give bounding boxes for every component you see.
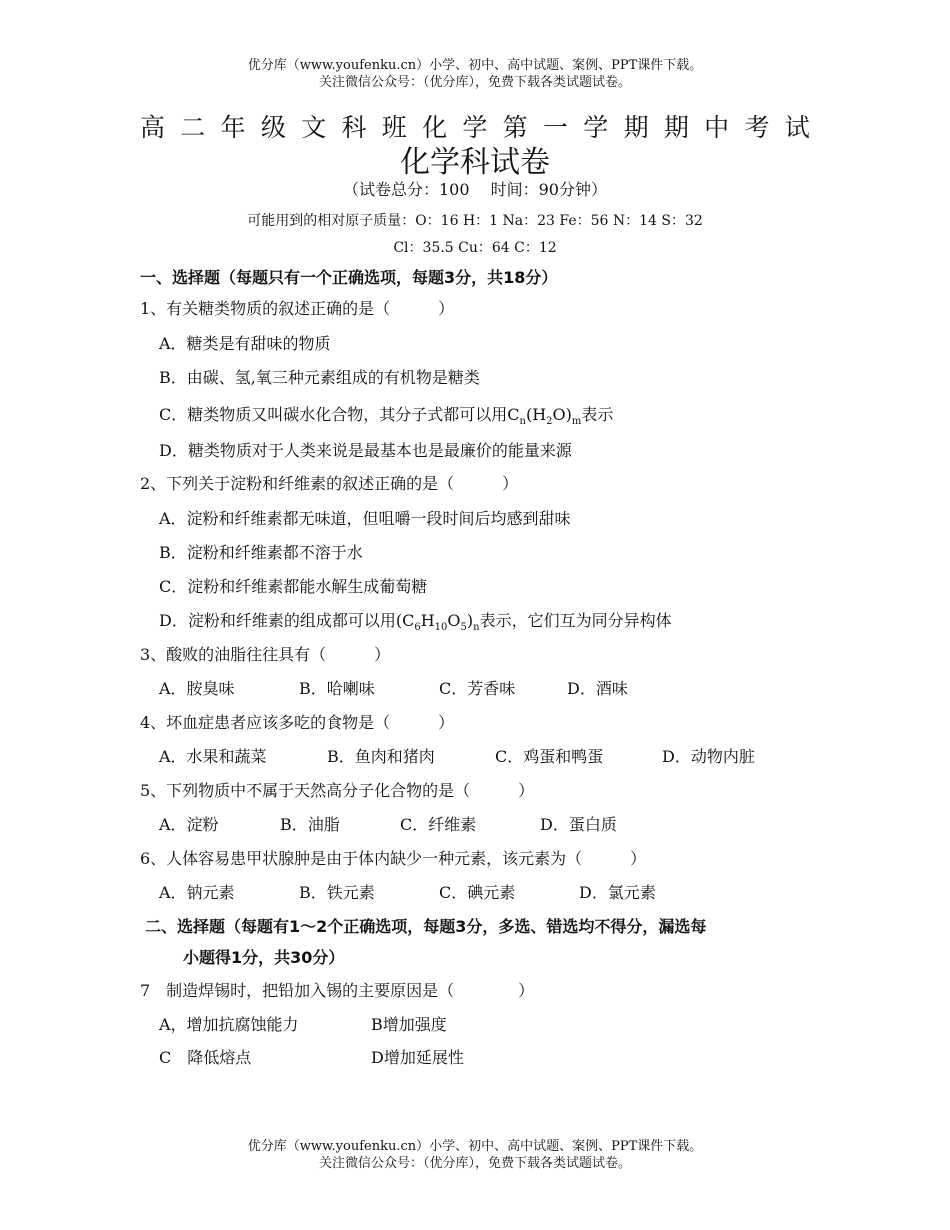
title-char: 高 (140, 113, 166, 142)
footer-line-1: 优分库（www.youfenku.cn）小学、初中、高中试题、案例、PPT课件下载。 (247, 1139, 703, 1154)
q1-option-c: C．糖类物质又叫碳水化合物，其分子式都可以用$C_n(H_2O)_m$表示 (159, 405, 614, 428)
header-line-2: 关注微信公众号：（优分库），免费下载各类试题试卷。 (318, 75, 631, 90)
section-2-heading-line-1: 二、选择题（每题有1～2个正确选项，每题3分，多选、错选均不得分，漏选每 (145, 917, 707, 936)
q4-option-b: B．鱼肉和猪肉 (327, 747, 435, 766)
title-char: 班 (381, 113, 407, 142)
atomic-mass-line-2: Cl：35.5 Cu：64 C：12 (393, 240, 557, 256)
title-char: 学 (583, 113, 609, 142)
q7-option-b: B增加强度 (371, 1015, 447, 1034)
title-char: 期 (623, 113, 649, 142)
q4-option-d: D．动物内脏 (662, 747, 755, 766)
q6-option-a: A．钠元素 (159, 883, 235, 902)
score-time: （试卷总分：100 时间：90分钟） (343, 180, 607, 199)
question-4-stem: 4、坏血症患者应该多吃的食物是（ ） (140, 713, 455, 732)
title-char: 级 (260, 113, 286, 142)
title-char: 年 (220, 113, 246, 142)
title-char: 试 (784, 113, 810, 142)
title-char: 期 (663, 113, 689, 142)
page-header (0, 57, 950, 91)
header-line-1: 优分库（www.youfenku.cn）小学、初中、高中试题、案例、PPT课件下载。 (247, 58, 703, 73)
q4-option-c: C．鸡蛋和鸭蛋 (495, 747, 604, 766)
q1-option-a: A．糖类是有甜味的物质 (159, 334, 331, 353)
section-2-heading-line-2: 小题得1分，共30分） (183, 948, 345, 967)
q5-option-b: B．油脂 (280, 815, 340, 834)
q6-option-b: B．铁元素 (299, 883, 375, 902)
q2-option-d: D．淀粉和纤维素的组成都可以用$(C_6H_{10}O_5)_n$表示，它们互为同分异构体 (159, 611, 672, 634)
question-2-stem: 2、下列关于淀粉和纤维素的叙述正确的是（ ） (140, 474, 519, 493)
title-char: 文 (301, 113, 327, 142)
q3-option-c: C．芳香味 (439, 679, 516, 698)
q5-option-c: C．纤维素 (400, 815, 477, 834)
exam-title (140, 113, 810, 143)
q3-option-d: D．酒味 (567, 679, 628, 698)
q2-option-c: C．淀粉和纤维素都能水解生成葡萄糖 (159, 577, 428, 596)
q5-option-d: D．蛋白质 (540, 815, 617, 834)
q2-option-a: A．淀粉和纤维素都无味道，但咀嚼一段时间后均感到甜味 (159, 509, 571, 528)
title-char: 二 (180, 113, 206, 142)
title-char: 化 (422, 113, 448, 142)
title-char: 中 (704, 113, 730, 142)
exam-subtitle: 化学科试卷 (400, 145, 550, 180)
question-3-stem: 3、酸败的油脂往往具有（ ） (140, 645, 391, 664)
q5-option-a: A．淀粉 (159, 815, 219, 834)
question-7-stem: 7 制造焊锡时，把铅加入锡的主要原因是（ ） (140, 981, 535, 1000)
question-5-stem: 5、下列物质中不属于天然高分子化合物的是（ ） (140, 781, 535, 800)
question-6-stem: 6、人体容易患甲状腺肿是由于体内缺少一种元素，该元素为（ ） (140, 849, 647, 868)
q4-option-a: A．水果和蔬菜 (159, 747, 267, 766)
section-1-heading: 一、选择题（每题只有一个正确选项，每题3分，共18分） (140, 268, 558, 287)
q3-option-a: A．胺臭味 (159, 679, 235, 698)
title-char: 学 (462, 113, 488, 142)
q6-option-d: D．氯元素 (579, 883, 656, 902)
page-footer (0, 1138, 950, 1172)
footer-line-2: 关注微信公众号：（优分库），免费下载各类试题试卷。 (318, 1156, 631, 1171)
q1-option-d: D．糖类物质对于人类来说是最基本也是最廉价的能量来源 (159, 441, 572, 460)
q1-option-b: B．由碳、氢,氧三种元素组成的有机物是糖类 (159, 368, 480, 387)
title-char: 一 (542, 113, 568, 142)
atomic-mass-line-1: 可能用到的相对原子质量：O：16 H：1 Na：23 Fe：56 N：14 S：32 (247, 213, 703, 229)
q6-option-c: C．碘元素 (439, 883, 516, 902)
q7-option-a: A，增加抗腐蚀能力 (159, 1015, 299, 1034)
q2-option-b: B．淀粉和纤维素都不溶于水 (159, 543, 363, 562)
title-char: 科 (341, 113, 367, 142)
q3-option-b: B．哈喇味 (299, 679, 375, 698)
question-1-stem: 1、有关糖类物质的叙述正确的是（ ） (140, 299, 455, 318)
q7-option-d: D增加延展性 (371, 1048, 464, 1067)
title-char: 考 (744, 113, 770, 142)
title-char: 第 (502, 113, 528, 142)
q7-option-c: C 降低熔点 (159, 1048, 252, 1067)
